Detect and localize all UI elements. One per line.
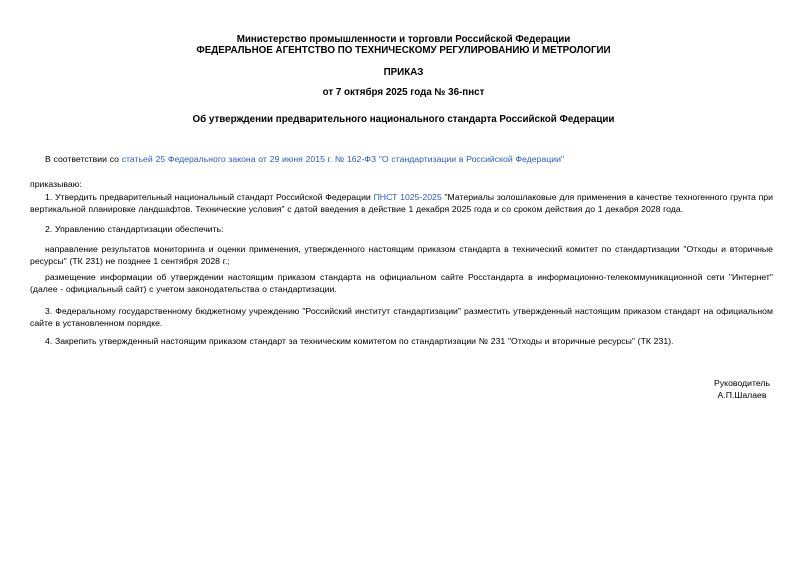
- federal-law-link[interactable]: статьей 25 Федерального закона от 29 июня 2015 г. № 162-ФЗ "О стандартизации в Российской Федерации": [121, 154, 565, 164]
- doc-type-title: ПРИКАЗ: [383, 67, 424, 78]
- order-item-3: 3. Федеральному государственному бюджетному учреждению "Российский институт стандартизации" разместить утвержденный настоящим приказом стандарт на официальном сайте в установленном порядке.: [30, 305, 773, 329]
- agency-title: ФЕДЕРАЛЬНОЕ АГЕНТСТВО ПО ТЕХНИЧЕСКОМУ РЕГУЛИРОВАНИЮ И МЕТРОЛОГИИ: [196, 45, 611, 56]
- signature-block: [0, 377, 807, 402]
- order-item-2-sub-2: размещение информации об утверждении настоящим приказом стандарта на официальном сайте Росстандарта в информационно-телекоммуникационной сети "Интернет" (далее - официальный сайт) с учетом законодательства о стандартизации.: [30, 271, 773, 295]
- item1-text-prefix: 1. Утвердить предварительный национальный стандарт Российской Федерации: [45, 191, 374, 202]
- order-item-2: 2. Управлению стандартизации обеспечить:: [45, 223, 224, 234]
- intro-text: В соответствии со: [45, 154, 122, 164]
- doc-subject-title: Об утверждении предварительного национального стандарта Российской Федерации: [192, 114, 615, 125]
- orders-label: приказываю:: [30, 179, 82, 190]
- order-item-4: 4. Закрепить утвержденный настоящим приказом стандарт за техническим комитетом по стандартизации № 231 "Отходы и вторичные ресурсы" (ТК 231).: [45, 336, 674, 347]
- signature-name: А.П.Шалаев: [717, 390, 767, 401]
- signature-position: Руководитель: [714, 377, 770, 388]
- order-item-1: [30, 191, 773, 216]
- pnst-standard-link[interactable]: ПНСТ 1025-2025: [373, 191, 442, 202]
- order-item-2-sub-1: направление результатов мониторинга и оценки применения, утвержденного настоящим приказом стандарта в технический комитет по стандартизации "Отходы и вторичные ресурсы" (ТК 231) не позднее 1 сентября 2028 г.;: [30, 244, 773, 267]
- item1-text-suffix: "Материалы золошлаковые для применения в качестве техногенного грунта при вертикальной планировке ландшафтов. Технические условия" с датой введения в действие 1 декабря 2025 года и со сроком действия до 1 декабря 2028 года.: [30, 191, 773, 215]
- doc-date-number: от 7 октября 2025 года № 36-пнст: [322, 87, 485, 98]
- ministry-title: Министерство промышленности и торговли Российской Федерации: [236, 34, 571, 45]
- intro-paragraph: [30, 153, 773, 165]
